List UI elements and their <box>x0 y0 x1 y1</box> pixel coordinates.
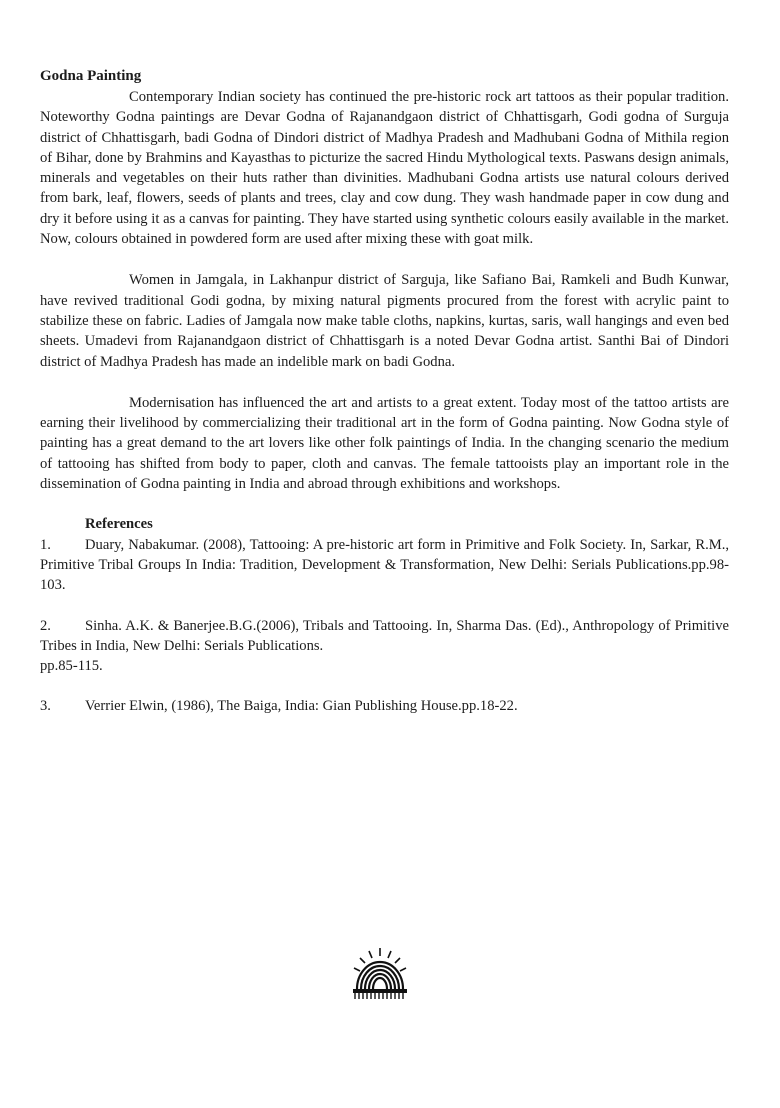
reference-number: 3. <box>40 698 51 715</box>
arch-rainbow-emblem-icon <box>351 945 409 1000</box>
paragraph-1: Contemporary Indian society has continued the pre-historic rock art tattoos as their popular tradition. Noteworthy Godna paintings are Devar Godna of Rajanandgaon district of Chhattisgarh, Godi godna of Surguja district of Chhattisgarh, badi Godna of Dindori district of Madhya Pradesh and Madhubani Godna of Mithila region of Bihar, done by Brahmins and Kayasthas to picturize the sacred Hindu Mythological texts. Paswans design animals, minerals and vegetables on their huts rather than divinities. Madhubani Godna artists use natural colours derived from bark, leaf, flowers, seeds of plants and trees, clay and cow dung. They wash handmade paper in cow dung and dry it before using it as a canvas for painting. They have started using synthetic colours easily available in the market. Now, colours obtained in powdered form are used after mixing these with goat milk. <box>40 89 729 248</box>
reference-number: 2. <box>40 617 51 634</box>
reference-pages: pp.85-115. <box>40 658 103 675</box>
reference-number: 1. <box>40 536 51 553</box>
reference-text: Verrier Elwin, (1986), The Baiga, India: Gian Publishing House.pp.18-22. <box>85 698 518 715</box>
section-title: Godna Painting <box>40 68 142 84</box>
reference-item-2 <box>40 616 729 677</box>
paragraph-3: Modernisation has influenced the art and artists to a great extent. Today most of the tattoo artists are earning their livelihood by commercializing their traditional art in the form of Godna painting. Now Godna style of painting has a great demand to the art lovers like other folk paintings of India. In the changing scenario the medium of tattooing has shifted from body to paper, cloth and canvas. The female tattooists play an important role in the dissemination of Godna painting in India and abroad through exhibitions and workshops. <box>40 394 729 493</box>
document-page <box>40 66 729 717</box>
paragraph-2: Women in Jamgala, in Lakhanpur district of Sarguja, like Safiano Bai, Ramkeli and Budh Kunwar, have revived traditional Godi godna, by mixing natural pigments procured from the forest with acrylic paint to stabilize these on fabric. Ladies of Jamgala now make table cloths, napkins, kurtas, saris, wall hangings and even bed sheets. Umadevi from Rajanandgaon district of Chhattisgarh is a noted Devar Godna artist. Santhi Bai of Dindori district of Madhya Pradesh has made an indelible mark on badi Godna. <box>40 272 729 370</box>
references-title: References <box>85 516 153 533</box>
reference-text: Duary, Nabakumar. (2008), Tattooing: A pre-historic art form in Primitive and Folk Society. In, Sarkar, R.M., Primitive Tribal Groups In India: Tradition, Development & Transformation, New Delhi: Serials Publications.pp.98-103. <box>40 536 729 594</box>
reference-item-3 <box>40 696 729 716</box>
reference-item-1 <box>40 535 729 596</box>
reference-text: Sinha. A.K. & Banerjee.B.G.(2006), Tribals and Tattooing. In, Sharma Das. (Ed)., Anthropology of Primitive Tribes in India, New Delhi: Serials Publications. <box>40 617 729 654</box>
